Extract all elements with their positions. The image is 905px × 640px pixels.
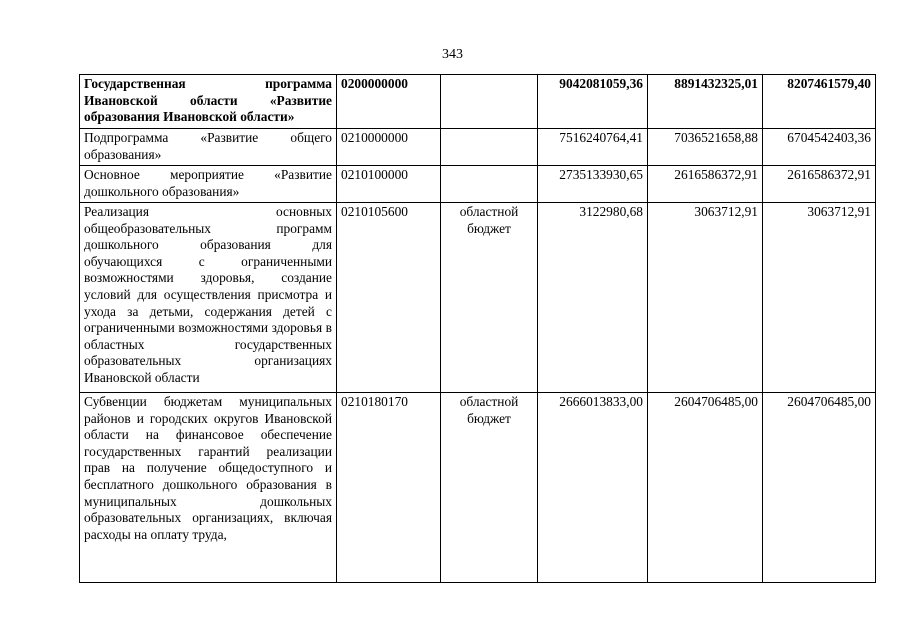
row-code: 0200000000 bbox=[337, 75, 441, 129]
row-value-1: 9042081059,36 bbox=[538, 75, 648, 129]
row-value-2: 8891432325,01 bbox=[648, 75, 763, 129]
table-row bbox=[80, 393, 876, 583]
row-value-3: 2604706485,00 bbox=[763, 393, 876, 583]
row-name: Государственная программа Ивановской области «Развитие образования Ивановской области» bbox=[80, 75, 337, 129]
row-source bbox=[441, 129, 538, 166]
row-code: 0210000000 bbox=[337, 129, 441, 166]
row-value-1: 2666013833,00 bbox=[538, 393, 648, 583]
row-name: Подпрограмма «Развитие общего образования» bbox=[80, 129, 337, 166]
row-value-1: 7516240764,41 bbox=[538, 129, 648, 166]
row-value-2: 3063712,91 bbox=[648, 203, 763, 393]
row-value-2: 2604706485,00 bbox=[648, 393, 763, 583]
row-source: областной бюджет bbox=[441, 393, 538, 583]
row-value-3: 3063712,91 bbox=[763, 203, 876, 393]
row-value-3: 2616586372,91 bbox=[763, 166, 876, 203]
row-value-3: 6704542403,36 bbox=[763, 129, 876, 166]
row-value-1: 2735133930,65 bbox=[538, 166, 648, 203]
table-row bbox=[80, 203, 876, 393]
table-row bbox=[80, 129, 876, 166]
row-value-3: 8207461579,40 bbox=[763, 75, 876, 129]
page-number: 343 bbox=[442, 47, 463, 62]
table-row bbox=[80, 166, 876, 203]
row-value-2: 7036521658,88 bbox=[648, 129, 763, 166]
row-value-2: 2616586372,91 bbox=[648, 166, 763, 203]
row-source bbox=[441, 166, 538, 203]
row-code: 0210105600 bbox=[337, 203, 441, 393]
table-row bbox=[80, 75, 876, 129]
row-source bbox=[441, 75, 538, 129]
row-code: 0210100000 bbox=[337, 166, 441, 203]
budget-table bbox=[79, 74, 876, 583]
row-name: Основное мероприятие «Развитие дошкольного образования» bbox=[80, 166, 337, 203]
row-name: Реализация основных общеобразовательных программ дошкольного образования для обучающихся с ограниченными возможностями здоровья, создание условий для осуществления присмотра и ухода за детьми, содержания детей с ограниченными возможностями здоровья в областных государственных образовательных организациях Ивановской области bbox=[80, 203, 337, 393]
row-source: областной бюджет bbox=[441, 203, 538, 393]
row-code: 0210180170 bbox=[337, 393, 441, 583]
row-value-1: 3122980,68 bbox=[538, 203, 648, 393]
row-name: Субвенции бюджетам муниципальных районов и городских округов Ивановской области на финансовое обеспечение государственных гарантий реализации прав на получение общедоступного и бесплатного дошкольного образования в муниципальных дошкольных образовательных организациях, включая расходы на оплату труда, bbox=[80, 393, 337, 583]
